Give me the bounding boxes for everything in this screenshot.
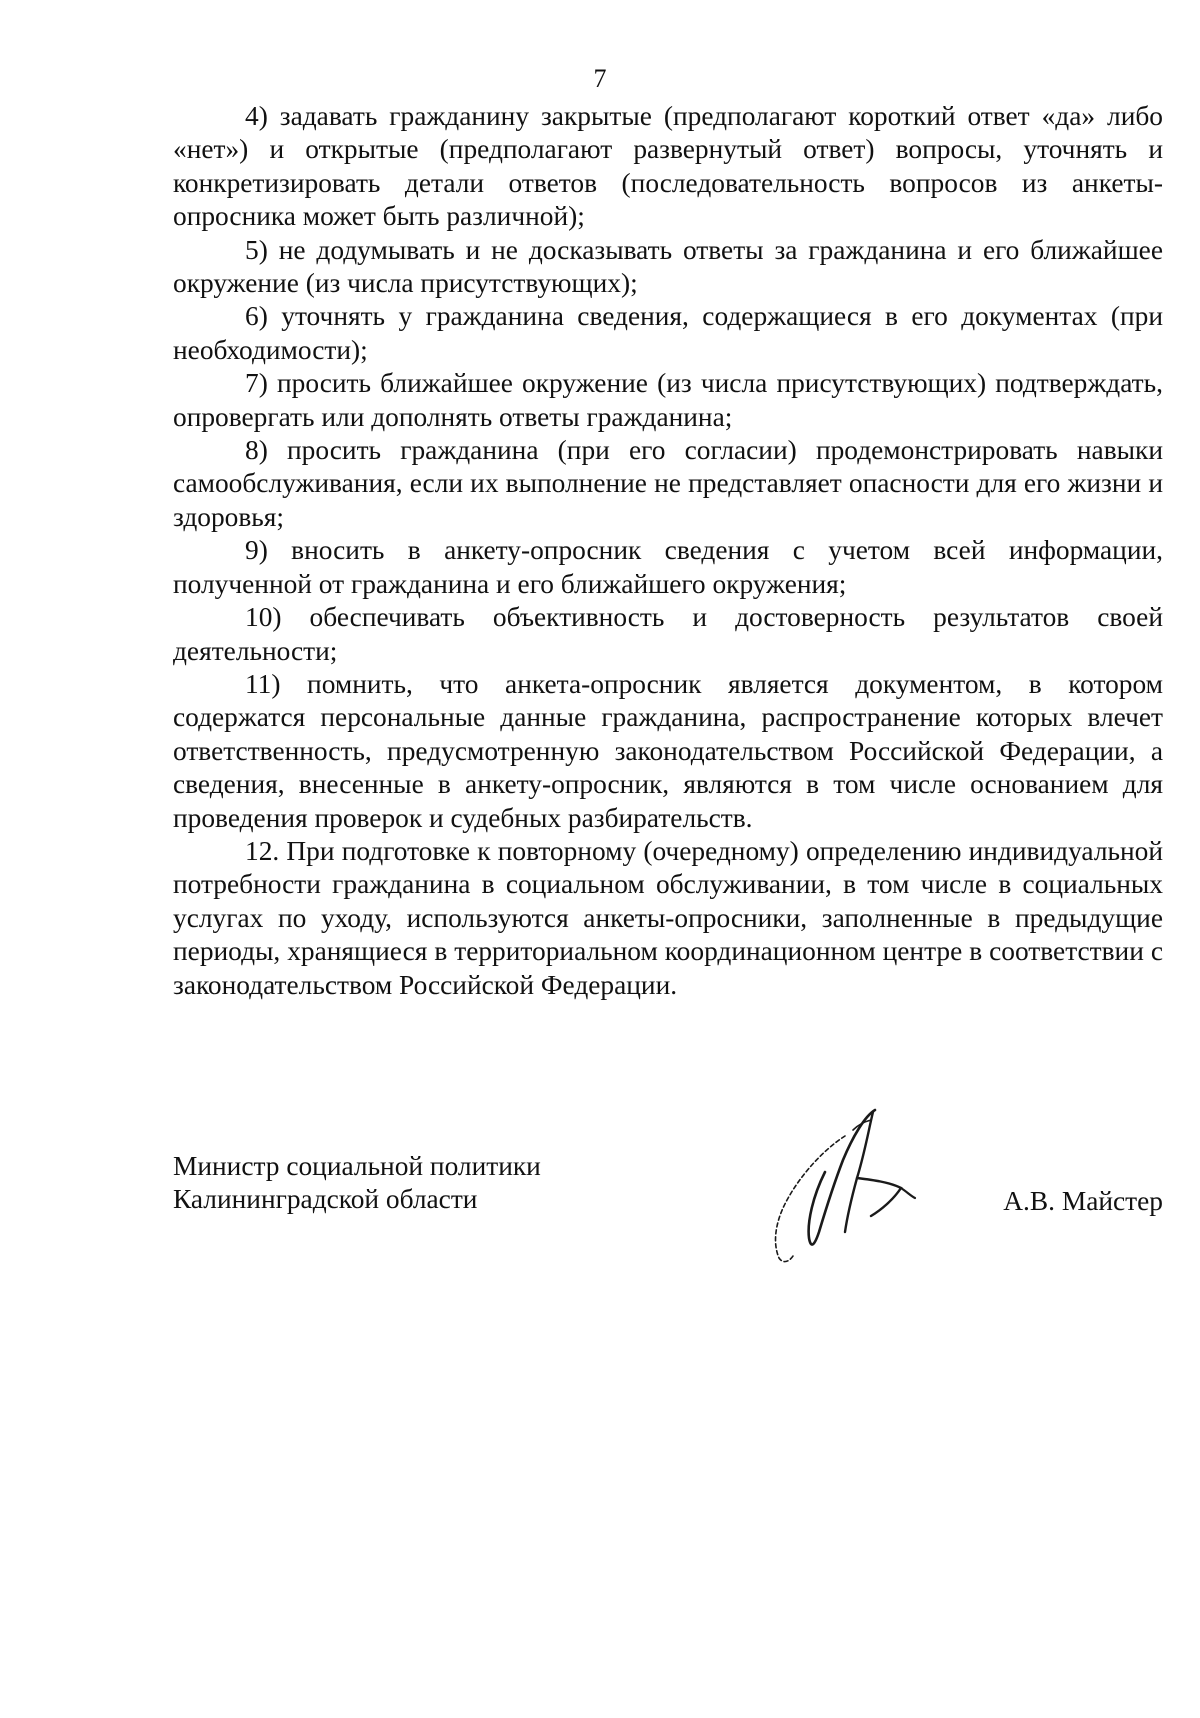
- list-item-9: 9) вносить в анкету-опросник сведения с учетом всей информации, полученной от гражданина и его ближайшего окружения;: [173, 535, 1163, 599]
- handwritten-signature: [753, 1108, 923, 1268]
- list-item-7: 7) просить ближайшее окружение (из числа присутствующих) подтверждать, опровергать или дополнять ответы гражданина;: [173, 368, 1163, 432]
- document-body: [173, 100, 1163, 1002]
- list-item-11: 11) помнить, что анкета-опросник является документом, в котором содержатся персональные данные гражданина, распространение которых влечет ответственность, предусмотренную законодательством Российской Федерации, а сведения, внесенные в анкету-опросник, являются в том числе основанием для проведения проверок и судебных разбирательств.: [173, 668, 1163, 833]
- signer-title: [173, 1150, 593, 1217]
- list-item-8: 8) просить гражданина (при его согласии) продемонстрировать навыки самообслуживания, если их выполнение не представляет опасности для его жизни и здоровья;: [173, 435, 1163, 532]
- signature-block: [173, 1150, 1163, 1300]
- signer-name: А.В. Майстер: [1003, 1186, 1163, 1216]
- list-item-5: 5) не додумывать и не досказывать ответы за гражданина и его ближайшее окружение (из числа присутствующих);: [173, 234, 1163, 299]
- list-item-4: 4) задавать гражданину закрытые (предполагают короткий ответ «да» либо «нет») и открытые (предполагают развернутый ответ) вопросы, уточнять и конкретизировать детали ответов (последовательность вопросов из анкеты-опросника может быть различной);: [173, 101, 1163, 232]
- page-number: 7: [593, 64, 607, 93]
- list-item-6: 6) уточнять у гражданина сведения, содержащиеся в его документах (при необходимости);: [173, 301, 1163, 365]
- signer-title-line-1: Министр социальной политики: [173, 1151, 541, 1181]
- list-item-10: 10) обеспечивать объективность и достоверность результатов своей деятельности;: [173, 602, 1163, 666]
- clause-12: 12. При подготовке к повторному (очередному) определению индивидуальной потребности гражданина в социальном обслуживании, в том числе в социальных услугах по уходу, используются анкеты-опросники, заполненные в предыдущие периоды, хранящиеся в территориальном координационном центре в соответствии с законодательством Российской Федерации.: [173, 835, 1163, 1000]
- signer-title-line-2: Калининградской области: [173, 1184, 478, 1215]
